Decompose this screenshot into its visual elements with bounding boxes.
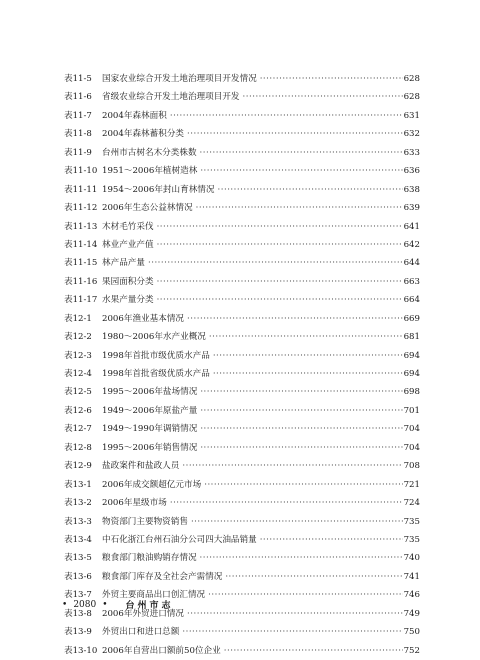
toc-entry <box>64 125 420 143</box>
toc-entry-number: 表12-7 <box>64 424 92 435</box>
toc-entry-page: 735 <box>403 516 420 527</box>
toc-entry-number: 表12-9 <box>64 461 92 472</box>
toc-entry-page: 750 <box>403 627 420 638</box>
toc-entry-title: 1949～2006年原盐产量 <box>102 405 198 416</box>
toc-entry-number: 表11-16 <box>64 276 98 287</box>
toc-entry-page: 749 <box>403 608 420 619</box>
dot-leader <box>187 605 403 623</box>
dot-leader <box>225 568 402 586</box>
toc-entry-page: 701 <box>403 405 420 416</box>
toc-entry-number: 表13-10 <box>64 645 98 656</box>
toc-entry-number: 表11-13 <box>64 221 98 232</box>
toc-entry-page: 694 <box>403 369 420 379</box>
page-footer <box>62 598 174 611</box>
toc-entry-page: 628 <box>403 92 420 103</box>
footer-bullet-left: • <box>62 599 68 610</box>
dot-leader <box>182 457 402 475</box>
toc-entry-number: 表11-12 <box>64 203 98 214</box>
toc-entry-page: 746 <box>403 590 420 601</box>
toc-entry-page: 636 <box>403 166 420 177</box>
dot-leader <box>213 365 403 383</box>
toc-entry-number: 表12-1 <box>64 313 92 324</box>
toc-entry <box>64 531 420 549</box>
toc-entry-page: 698 <box>403 387 420 398</box>
dot-leader <box>157 218 403 236</box>
toc-entry-page: 642 <box>403 239 420 250</box>
toc-entry-number: 表13-2 <box>64 498 92 509</box>
toc-entry <box>64 162 420 180</box>
toc-entry-number: 表13-1 <box>64 479 92 490</box>
toc-entry-page: 724 <box>403 498 420 509</box>
toc-entry-title: 1998年首批市级优质水产品 <box>102 350 210 361</box>
toc-entry-page: 632 <box>403 129 420 140</box>
toc-entry <box>64 420 420 438</box>
toc-entry-title: 中石化浙江台州石油分公司四大油品销量 <box>102 534 257 545</box>
toc-entry-title: 1980～2006年水产业概况 <box>102 332 206 343</box>
toc-entry <box>64 291 420 309</box>
toc-entry-number: 表11-15 <box>64 258 98 269</box>
toc-entry-title: 外贸出口和进口总额 <box>102 627 180 638</box>
footer-book-title: 台州市志 <box>125 601 174 611</box>
toc-entry-title: 1949～1990年调销情况 <box>102 424 198 435</box>
toc-entry-number: 表12-4 <box>64 369 92 379</box>
toc-entry-title: 1995～2006年盐场情况 <box>102 387 198 398</box>
toc-entry-page: 663 <box>403 276 420 287</box>
dot-leader <box>200 383 402 401</box>
toc-entry <box>64 236 420 254</box>
toc-entry <box>64 549 420 567</box>
toc-entry-number: 表11-17 <box>64 295 98 306</box>
footer-page-number: 2080 <box>73 599 97 610</box>
toc-entry-number: 表11-10 <box>64 166 98 177</box>
toc-entry <box>64 476 420 494</box>
dot-leader <box>148 254 403 272</box>
toc-entry-number: 表12-2 <box>64 332 92 343</box>
toc-entry-page: 669 <box>403 313 420 324</box>
dot-leader <box>157 236 403 254</box>
toc-entry-title: 1998年首批省级优质水产品 <box>102 369 210 379</box>
toc-entry <box>64 383 420 401</box>
toc-entry-number: 表13-6 <box>64 571 92 582</box>
toc-entry-title: 1954～2006年封山育林情况 <box>102 184 215 195</box>
toc-entry-number: 表11-14 <box>64 239 98 250</box>
toc-entry-title: 1951～2006年植树造林 <box>102 166 198 177</box>
toc-entry-page: 631 <box>403 110 420 121</box>
toc-entry <box>64 457 420 475</box>
toc-entry <box>64 199 420 217</box>
dot-leader <box>182 623 402 641</box>
dot-leader <box>200 420 402 438</box>
toc-entry <box>64 513 420 531</box>
toc-entry <box>64 310 420 328</box>
toc-entry <box>64 402 420 420</box>
toc-entry-page: 641 <box>403 221 420 232</box>
toc-entry-title: 2006年外贸进口情况 <box>102 608 185 619</box>
toc-entry <box>64 328 420 346</box>
toc-entry-page: 721 <box>403 479 420 490</box>
toc-entry-title: 省级农业综合开发土地治理项目开发 <box>102 92 240 103</box>
dot-leader <box>187 310 403 328</box>
dot-leader <box>200 144 403 162</box>
toc-entry-page: 735 <box>403 534 420 545</box>
toc-entry-title: 外贸主要商品出口创汇情况 <box>102 590 206 601</box>
toc-entry-title: 国家农业综合开发土地治理项目开发情况 <box>102 74 257 84</box>
toc-entry-title: 1995～2006年销售情况 <box>102 442 198 453</box>
dot-leader <box>170 494 403 512</box>
dot-leader <box>200 549 403 567</box>
toc-entry-title: 木材毛竹采伐 <box>102 221 154 232</box>
toc-entry-page: 704 <box>403 442 420 453</box>
toc-entry-title: 2006年生态公益林情况 <box>102 203 193 214</box>
toc-entry-title: 台州市古树名木分类株数 <box>102 147 197 158</box>
toc-entry-title: 果园面积分类 <box>102 276 154 287</box>
dot-leader <box>260 531 403 549</box>
toc-entry-title: 2006年渔业基本情况 <box>102 313 185 324</box>
toc-entry-number: 表11-6 <box>64 92 92 103</box>
toc-entry-number: 表11-9 <box>64 147 92 158</box>
toc-entry <box>64 365 420 383</box>
dot-leader <box>213 347 403 365</box>
footer-bullet-right: • <box>102 599 108 610</box>
toc-entry-title: 2004年森林蓄积分类 <box>102 129 185 140</box>
toc-entry-page: 708 <box>403 461 420 472</box>
toc-entry-number: 表13-9 <box>64 627 92 638</box>
toc-entry-number: 表13-7 <box>64 590 92 601</box>
toc-entry-number: 表12-6 <box>64 405 92 416</box>
dot-leader <box>170 107 403 125</box>
toc-entry <box>64 494 420 512</box>
toc-entry-page: 694 <box>403 350 420 361</box>
toc-entry <box>64 218 420 236</box>
toc-entry-number: 表11-11 <box>64 184 98 195</box>
toc-entry-number: 表11-7 <box>64 110 92 121</box>
toc-entry <box>64 623 420 641</box>
toc-entry <box>64 254 420 272</box>
toc-entry <box>64 144 420 162</box>
toc-entry-number: 表11-5 <box>64 74 92 84</box>
toc-entry-number: 表12-5 <box>64 387 92 398</box>
toc-entry-title: 盐政案件和盐政人员 <box>102 461 180 472</box>
toc-entry-page: 664 <box>403 295 420 306</box>
toc-entry-page: 704 <box>403 424 420 435</box>
toc-entry-number: 表11-8 <box>64 129 92 140</box>
toc-entry <box>64 181 420 199</box>
toc-entry-number: 表13-3 <box>64 516 92 527</box>
dot-leader <box>191 513 403 531</box>
dot-leader <box>157 273 403 291</box>
dot-leader <box>200 402 402 420</box>
dot-leader <box>196 199 403 217</box>
toc-entry-number: 表13-4 <box>64 534 92 545</box>
toc-entry-page: 740 <box>403 553 420 564</box>
dot-leader <box>157 291 403 309</box>
dot-leader <box>187 125 403 143</box>
toc-entry-page: 633 <box>403 147 420 158</box>
toc-entry-title: 2006年星级市场 <box>102 498 167 509</box>
toc-entry-number: 表12-8 <box>64 442 92 453</box>
toc-entry-title: 2004年森林面积 <box>102 110 167 121</box>
toc-entry-number: 表13-8 <box>64 608 92 619</box>
dot-leader <box>204 476 402 494</box>
dot-leader <box>200 162 402 180</box>
toc-entry <box>64 107 420 125</box>
toc-entry-title: 粮食部门库存及全社会产需情况 <box>102 571 223 582</box>
dot-leader <box>243 88 403 106</box>
toc-entry-title: 水果产量分类 <box>102 295 154 306</box>
toc-entry-page: 638 <box>403 184 420 195</box>
toc-entry-title: 林业产业产值 <box>102 239 154 250</box>
dot-leader <box>200 439 402 457</box>
toc-entry-title: 2006年成交额超亿元市场 <box>102 479 202 490</box>
table-of-contents <box>64 70 420 660</box>
toc-entry-page: 644 <box>403 258 420 269</box>
toc-entry-number: 表13-5 <box>64 553 92 564</box>
toc-entry <box>64 273 420 291</box>
toc-entry-title: 2006年自营出口额前50位企业 <box>102 645 221 656</box>
toc-entry <box>64 88 420 106</box>
toc-entry-number: 表12-3 <box>64 350 92 361</box>
toc-entry-title: 物资部门主要物资销售 <box>102 516 188 527</box>
toc-entry-page: 639 <box>403 203 420 214</box>
dot-leader <box>218 181 403 199</box>
toc-entry-page: 628 <box>403 74 420 84</box>
toc-entry-title: 林产品产量 <box>102 258 145 269</box>
toc-entry-page: 752 <box>403 645 420 656</box>
toc-entry <box>64 568 420 586</box>
toc-entry <box>64 347 420 365</box>
dot-leader <box>209 328 403 346</box>
toc-entry-page: 741 <box>403 571 420 582</box>
toc-entry <box>64 70 420 88</box>
dot-leader <box>208 586 402 604</box>
toc-entry <box>64 439 420 457</box>
dot-leader <box>260 70 403 88</box>
toc-entry-title: 粮食部门粮油购销存情况 <box>102 553 197 564</box>
toc-entry-page: 681 <box>403 332 420 343</box>
